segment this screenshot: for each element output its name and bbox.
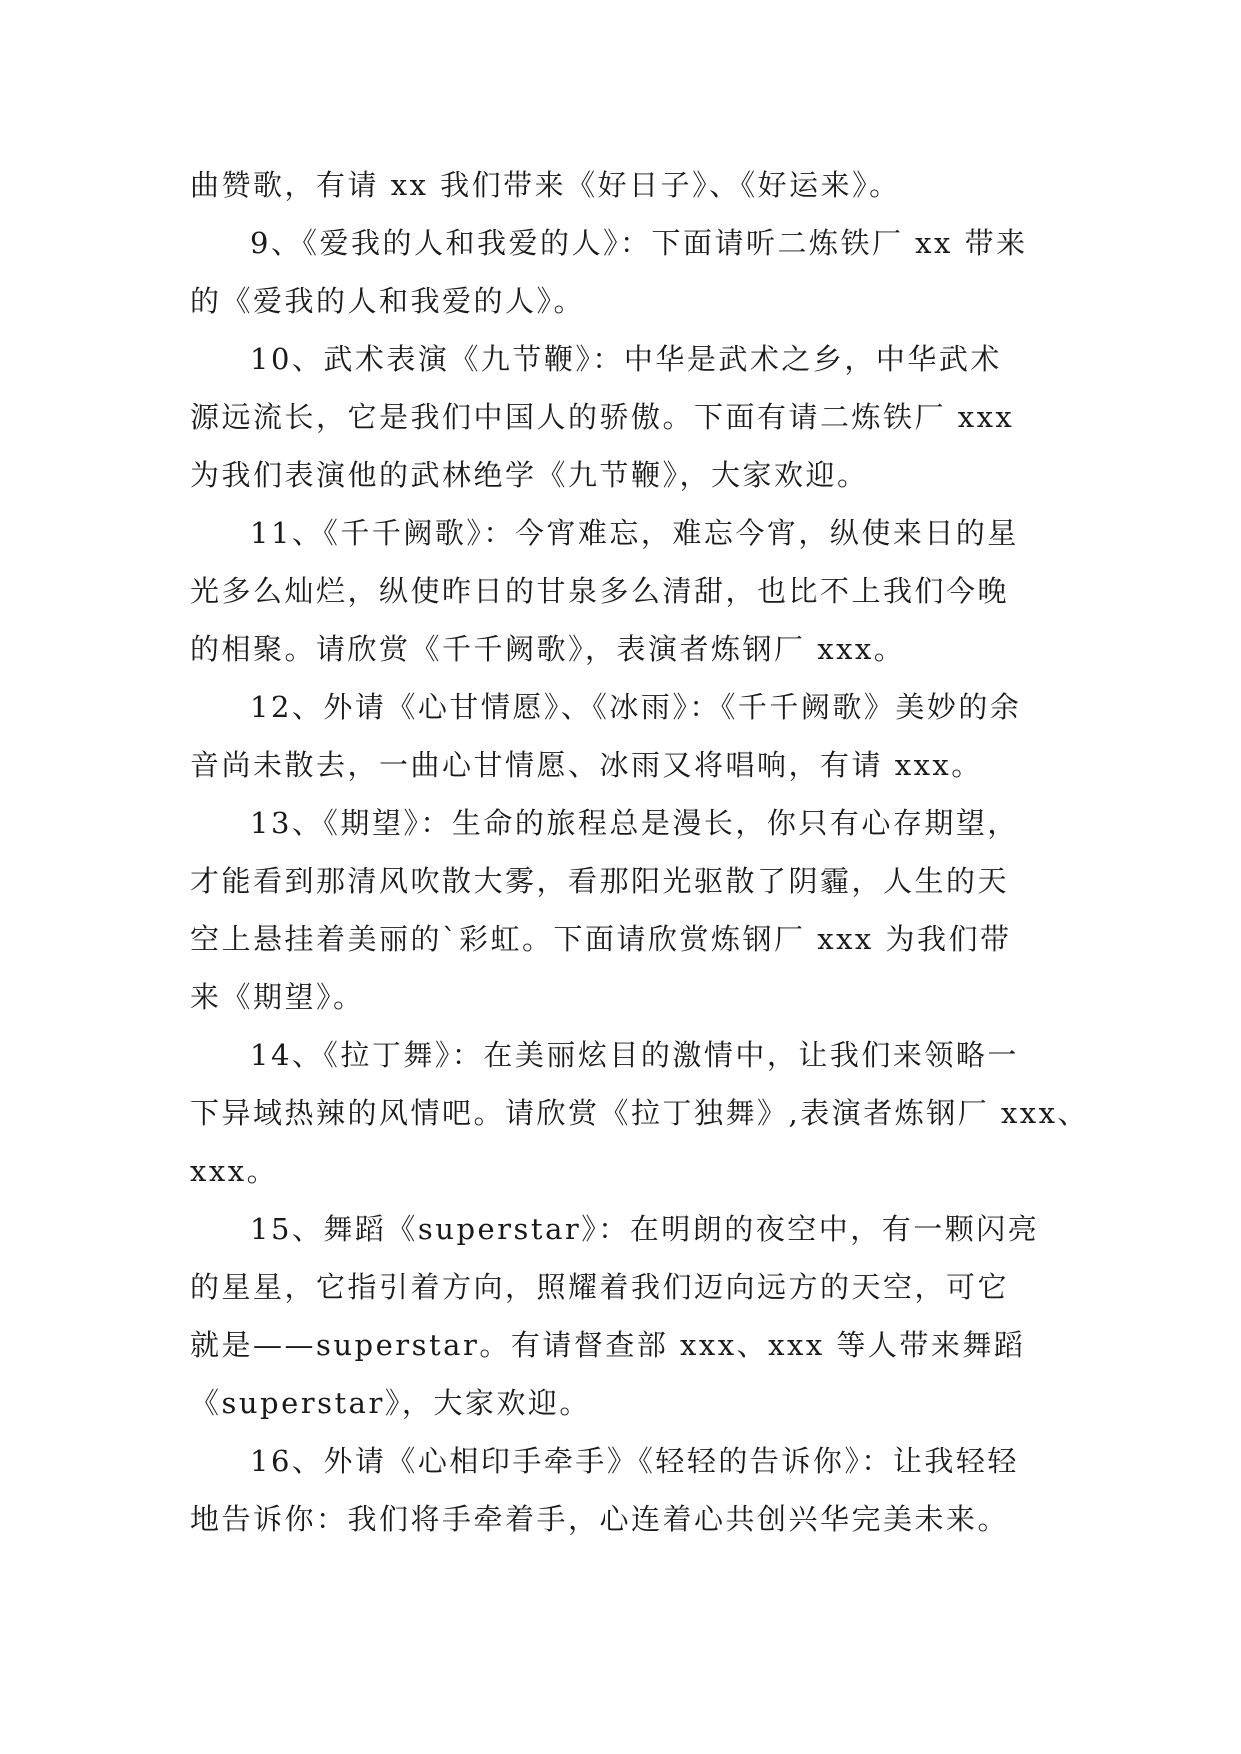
paragraph	[190, 678, 1070, 794]
text-line: 音尚未散去，一曲心甘情愿、冰雨又将唱响，有请 xxx。	[190, 748, 983, 782]
text-line: 《superstar》，大家欢迎。	[190, 1386, 591, 1420]
paragraph	[190, 1432, 1070, 1548]
paragraph	[190, 794, 1070, 1026]
text-line: 空上悬挂着美丽的`彩虹。下面请欣赏炼钢厂 xxx 为我们带	[190, 922, 1012, 956]
text-line: 来《期望》。	[190, 980, 365, 1014]
text-line: 12、外请《心甘情愿》、《冰雨》：《千千阙歌》美妙的余	[250, 690, 1022, 724]
text-line: 15、舞蹈《superstar》：在明朗的夜空中，有一颗闪亮	[250, 1212, 1040, 1246]
text-line: 16、外请《心相印手牵手》《轻轻的告诉你》：让我轻轻	[250, 1444, 1019, 1478]
text-line: 为我们表演他的武林绝学《九节鞭》，大家欢迎。	[190, 458, 869, 492]
text-line: xxx。	[190, 1154, 279, 1188]
text-line: 13、《期望》：生命的旅程总是漫长，你只有心存期望，	[250, 806, 1019, 840]
text-line: 14、《拉丁舞》：在美丽炫目的激情中，让我们来领略一	[250, 1038, 1019, 1072]
paragraph	[190, 156, 1070, 214]
text-line: 10、武术表演《九节鞭》：中华是武术之乡，中华武术	[250, 342, 1002, 376]
paragraph	[190, 1200, 1070, 1432]
text-line: 9、《爱我的人和我爱的人》：下面请听二炼铁厂 xx 带来	[250, 226, 1028, 260]
text-line: 地告诉你：我们将手牵着手，心连着心共创兴华完美未来。	[190, 1502, 1010, 1536]
text-line: 才能看到那清风吹散大雾，看那阳光驱散了阴霾，人生的天	[190, 864, 1010, 898]
document-body	[190, 156, 1090, 1548]
text-line: 光多么灿烂，纵使昨日的甘泉多么清甜，也比不上我们今晚	[190, 574, 1010, 608]
text-line: 的星星，它指引着方向，照耀着我们迈向远方的天空，可它	[190, 1270, 1010, 1304]
text-line: 的《爱我的人和我爱的人》。	[190, 284, 586, 318]
paragraph	[190, 1026, 1090, 1200]
paragraph	[190, 214, 1070, 330]
text-line: 下异域热辣的风情吧。请欣赏《拉丁独舞》,表演者炼钢厂 xxx、	[190, 1096, 1090, 1130]
text-line: 就是——superstar。有请督查部 xxx、xxx 等人带来舞蹈	[190, 1328, 1026, 1362]
paragraph	[190, 504, 1070, 678]
text-line: 曲赞歌，有请 xx 我们带来《好日子》、《好运来》。	[190, 168, 901, 202]
text-line: 源远流长，它是我们中国人的骄傲。下面有请二炼铁厂 xxx	[190, 400, 1015, 434]
text-line: 的相聚。请欣赏《千千阙歌》，表演者炼钢厂 xxx。	[190, 632, 906, 666]
paragraph	[190, 330, 1070, 504]
text-line: 11、《千千阙歌》：今宵难忘，难忘今宵，纵使来日的星	[250, 516, 1019, 550]
